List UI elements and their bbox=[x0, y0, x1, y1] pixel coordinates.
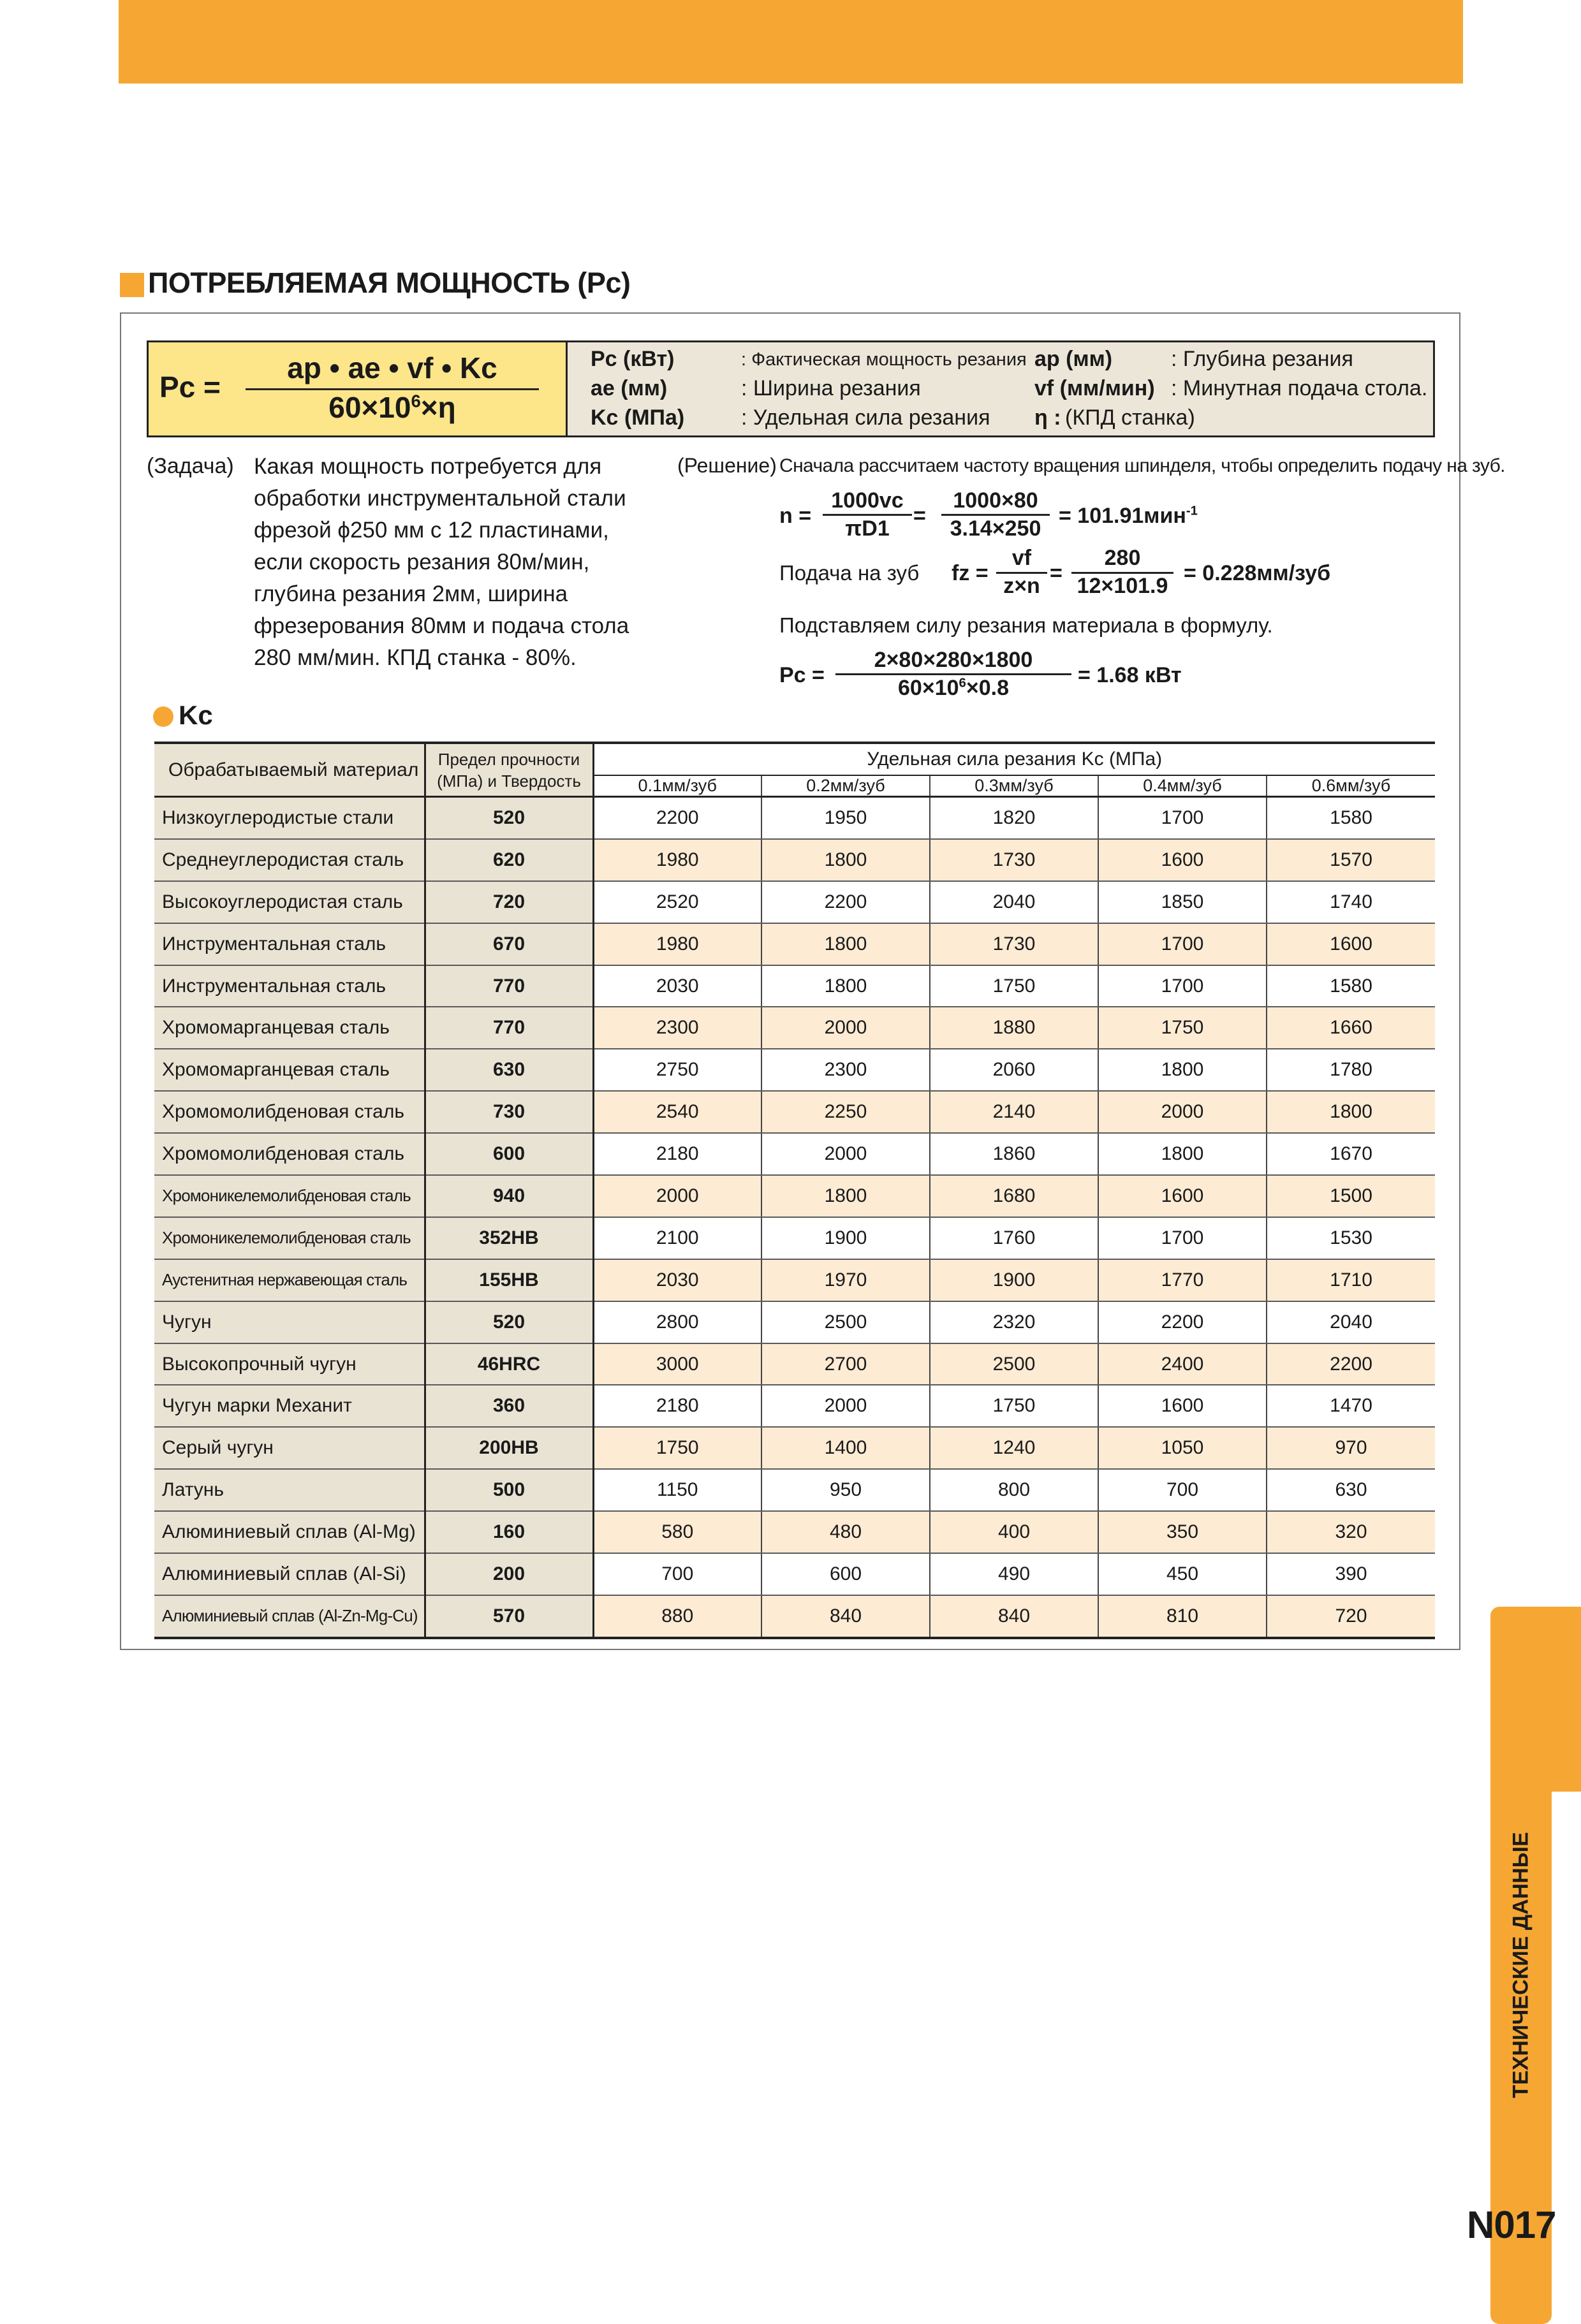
strength-cell: 155HB bbox=[425, 1259, 593, 1301]
strength-cell: 200HB bbox=[425, 1427, 593, 1469]
legend-desc: : Ширина резания bbox=[741, 376, 921, 400]
legend-desc: : Минутная подача стола. bbox=[1171, 376, 1428, 400]
n-lhs: n = bbox=[779, 504, 812, 528]
kc-value-cell: 1760 bbox=[930, 1217, 1098, 1259]
kc-value-cell: 2300 bbox=[761, 1049, 930, 1091]
task-text-line: фрезой ϕ250 мм с 12 пластинами, bbox=[254, 518, 609, 543]
kc-value-cell: 2200 bbox=[1267, 1343, 1435, 1385]
task-text-line: если скорость резания 80м/мин, bbox=[254, 550, 590, 574]
kc-value-cell: 2000 bbox=[593, 1175, 761, 1217]
strength-cell: 600 bbox=[425, 1133, 593, 1175]
kc-value-cell: 1500 bbox=[1267, 1175, 1435, 1217]
material-cell: Аустенитная нержавеющая сталь bbox=[154, 1259, 425, 1301]
kc-value-cell: 1600 bbox=[1098, 1175, 1267, 1217]
kc-value-cell: 2000 bbox=[1098, 1091, 1267, 1133]
n-fraction-line-1 bbox=[823, 514, 912, 516]
kc-value-cell: 800 bbox=[930, 1469, 1098, 1511]
kc-bullet-icon bbox=[153, 706, 173, 727]
kc-value-cell: 840 bbox=[761, 1595, 930, 1638]
fz-numerator-1: vf bbox=[1011, 546, 1032, 570]
legend-desc: (КПД станка) bbox=[1065, 406, 1195, 430]
kc-value-cell: 2030 bbox=[593, 1259, 761, 1301]
table-row bbox=[154, 1091, 1435, 1133]
kc-label: Kc bbox=[179, 700, 213, 730]
strength-cell: 720 bbox=[425, 881, 593, 923]
strength-cell: 360 bbox=[425, 1385, 593, 1427]
fz-numerator-2: 280 bbox=[1104, 546, 1141, 570]
pc-numerator: 2×80×280×1800 bbox=[874, 648, 1033, 672]
legend-key: ap (мм) bbox=[1034, 347, 1113, 371]
material-cell: Хромомолибденовая сталь bbox=[154, 1133, 425, 1175]
kc-value-cell: 2520 bbox=[593, 881, 761, 923]
kc-value-cell: 350 bbox=[1098, 1511, 1267, 1553]
kc-value-cell: 700 bbox=[1098, 1469, 1267, 1511]
kc-value-cell: 2300 bbox=[593, 1007, 761, 1049]
table-row bbox=[154, 1175, 1435, 1217]
strength-cell: 770 bbox=[425, 965, 593, 1007]
strength-cell: 160 bbox=[425, 1511, 593, 1553]
kc-value-cell: 480 bbox=[761, 1511, 930, 1553]
kc-value-cell: 2040 bbox=[1267, 1301, 1435, 1343]
material-cell: Латунь bbox=[154, 1469, 425, 1511]
n-equals: = bbox=[913, 504, 926, 528]
kc-value-cell: 1880 bbox=[930, 1007, 1098, 1049]
kc-value-cell: 700 bbox=[593, 1553, 761, 1595]
solution-intro: Сначала рассчитаем частоту вращения шпинделя, чтобы определить подачу на зуб. bbox=[779, 455, 1505, 476]
legend-desc: : Глубина резания bbox=[1171, 347, 1353, 371]
kc-value-cell: 1730 bbox=[930, 839, 1098, 881]
kc-value-cell: 1750 bbox=[593, 1427, 761, 1469]
kc-value-cell: 390 bbox=[1267, 1553, 1435, 1595]
kc-value-cell: 400 bbox=[930, 1511, 1098, 1553]
kc-value-cell: 580 bbox=[593, 1511, 761, 1553]
kc-value-cell: 1800 bbox=[761, 1175, 930, 1217]
kc-value-cell: 950 bbox=[761, 1469, 930, 1511]
kc-value-cell: 1770 bbox=[1098, 1259, 1267, 1301]
table-row bbox=[154, 839, 1435, 881]
fz-denominator-2: 12×101.9 bbox=[1077, 574, 1168, 598]
kc-value-cell: 1800 bbox=[761, 839, 930, 881]
legend-key: ae (мм) bbox=[591, 376, 668, 400]
kc-value-cell: 2140 bbox=[930, 1091, 1098, 1133]
material-cell: Хромомолибденовая сталь bbox=[154, 1091, 425, 1133]
strength-cell: 620 bbox=[425, 839, 593, 881]
material-cell: Высокопрочный чугун bbox=[154, 1343, 425, 1385]
kc-value-cell: 970 bbox=[1267, 1427, 1435, 1469]
kc-value-cell: 2200 bbox=[761, 881, 930, 923]
kc-table bbox=[154, 742, 1435, 1639]
legend-key: Pc (кВт) bbox=[591, 347, 675, 371]
material-cell: Хромомарганцевая сталь bbox=[154, 1007, 425, 1049]
kc-value-cell: 2100 bbox=[593, 1217, 761, 1259]
kc-value-cell: 2540 bbox=[593, 1091, 761, 1133]
kc-value-cell: 1860 bbox=[930, 1133, 1098, 1175]
kc-value-cell: 2400 bbox=[1098, 1343, 1267, 1385]
top-accent-bar bbox=[119, 0, 1463, 84]
substitute-text: Подставляем силу резания материала в формулу. bbox=[779, 613, 1273, 637]
formula-denominator: $60\times 10^6\times\eta$ bbox=[328, 391, 456, 424]
fz-denominator-1: z×n bbox=[1003, 574, 1040, 598]
table-row bbox=[154, 1007, 1435, 1049]
solution-label: (Решение) bbox=[677, 454, 777, 477]
table-row bbox=[154, 965, 1435, 1007]
kc-value-cell: 840 bbox=[930, 1595, 1098, 1638]
material-cell: Алюминиевый сплав (Al-Zn-Mg-Cu) bbox=[154, 1595, 425, 1638]
kc-value-cell: 1680 bbox=[930, 1175, 1098, 1217]
material-cell: Среднеуглеродистая сталь bbox=[154, 839, 425, 881]
kc-value-cell: 1820 bbox=[930, 797, 1098, 839]
kc-value-cell: 1600 bbox=[1098, 1385, 1267, 1427]
formula-numerator: ap • ae • vf • Kc bbox=[287, 351, 497, 384]
kc-value-cell: 2800 bbox=[593, 1301, 761, 1343]
kc-value-cell: 1670 bbox=[1267, 1133, 1435, 1175]
pc-fraction-line bbox=[835, 673, 1071, 675]
n-numerator-2: 1000×80 bbox=[953, 488, 1038, 513]
kc-value-cell: 1600 bbox=[1267, 923, 1435, 965]
section-marker-icon bbox=[120, 273, 144, 297]
kc-value-cell: 1570 bbox=[1267, 839, 1435, 881]
kc-value-cell: 450 bbox=[1098, 1553, 1267, 1595]
material-cell: Алюминиевый сплав (Al-Mg) bbox=[154, 1511, 425, 1553]
kc-value-cell: 600 bbox=[761, 1553, 930, 1595]
material-cell: Серый чугун bbox=[154, 1427, 425, 1469]
header-material: Обрабатываемый материал bbox=[154, 743, 425, 797]
kc-value-cell: 1740 bbox=[1267, 881, 1435, 923]
strength-cell: 940 bbox=[425, 1175, 593, 1217]
kc-value-cell: 2750 bbox=[593, 1049, 761, 1091]
kc-value-cell: 1150 bbox=[593, 1469, 761, 1511]
strength-cell: 46HRC bbox=[425, 1343, 593, 1385]
kc-value-cell: 1800 bbox=[1098, 1049, 1267, 1091]
strength-cell: 730 bbox=[425, 1091, 593, 1133]
kc-value-cell: 2000 bbox=[761, 1385, 930, 1427]
strength-cell: 520 bbox=[425, 1301, 593, 1343]
kc-value-cell: 1240 bbox=[930, 1427, 1098, 1469]
n-denominator-1: πD1 bbox=[845, 516, 890, 541]
table-row bbox=[154, 797, 1435, 839]
feed-per-tooth-label: Подача на зуб bbox=[779, 561, 920, 585]
n-numerator-1: 1000vc bbox=[831, 488, 904, 513]
kc-value-cell: 1780 bbox=[1267, 1049, 1435, 1091]
header-feed: 0.3мм/зуб bbox=[930, 775, 1098, 797]
material-cell: Хромомарганцевая сталь bbox=[154, 1049, 425, 1091]
table-row bbox=[154, 1385, 1435, 1427]
table-row bbox=[154, 1301, 1435, 1343]
material-cell: Чугун bbox=[154, 1301, 425, 1343]
kc-value-cell: 1700 bbox=[1098, 1217, 1267, 1259]
kc-value-cell: 2030 bbox=[593, 965, 761, 1007]
kc-value-cell: 1900 bbox=[930, 1259, 1098, 1301]
kc-value-cell: 2000 bbox=[761, 1007, 930, 1049]
strength-cell: 352HB bbox=[425, 1217, 593, 1259]
kc-value-cell: 2500 bbox=[930, 1343, 1098, 1385]
kc-value-cell: 1700 bbox=[1098, 923, 1267, 965]
kc-value-cell: 1750 bbox=[1098, 1007, 1267, 1049]
kc-value-cell: 1400 bbox=[761, 1427, 930, 1469]
kc-value-cell: 1900 bbox=[761, 1217, 930, 1259]
kc-value-cell: 1600 bbox=[1098, 839, 1267, 881]
header-feed: 0.6мм/зуб bbox=[1267, 775, 1435, 797]
kc-value-cell: 1580 bbox=[1267, 797, 1435, 839]
kc-value-cell: 2320 bbox=[930, 1301, 1098, 1343]
strength-cell: 570 bbox=[425, 1595, 593, 1638]
n-fraction-line-2 bbox=[941, 514, 1050, 516]
legend-desc: : Удельная сила резания bbox=[741, 406, 990, 430]
legend-key: Kc (МПа) bbox=[591, 406, 685, 430]
kc-value-cell: 1750 bbox=[930, 965, 1098, 1007]
task-text-line: глубина резания 2мм, ширина bbox=[254, 581, 568, 606]
kc-value-cell: 1050 bbox=[1098, 1427, 1267, 1469]
material-cell: Чугун марки Механит bbox=[154, 1385, 425, 1427]
table-row bbox=[154, 1595, 1435, 1638]
table-row bbox=[154, 1343, 1435, 1385]
fz-equals: = bbox=[1050, 561, 1063, 585]
kc-value-cell: 1800 bbox=[761, 923, 930, 965]
table-row bbox=[154, 1427, 1435, 1469]
header-feed: 0.1мм/зуб bbox=[593, 775, 761, 797]
kc-value-cell: 1980 bbox=[593, 839, 761, 881]
table-row bbox=[154, 1217, 1435, 1259]
kc-value-cell: 2200 bbox=[593, 797, 761, 839]
material-cell: Инструментальная сталь bbox=[154, 965, 425, 1007]
kc-value-cell: 2180 bbox=[593, 1133, 761, 1175]
kc-value-cell: 2700 bbox=[761, 1343, 930, 1385]
pc-denominator: $60\times 10^6\times 0.8$ bbox=[898, 676, 1009, 700]
n-denominator-2: 3.14×250 bbox=[950, 516, 1041, 541]
material-cell: Хромоникелемолибденовая сталь bbox=[154, 1217, 425, 1259]
pc-lhs: Pc = bbox=[779, 663, 825, 687]
kc-value-cell: 2040 bbox=[930, 881, 1098, 923]
kc-value-cell: 490 bbox=[930, 1553, 1098, 1595]
kc-value-cell: 1530 bbox=[1267, 1217, 1435, 1259]
legend-key: η : bbox=[1034, 406, 1061, 430]
kc-value-cell: 2060 bbox=[930, 1049, 1098, 1091]
material-cell: Низкоуглеродистые стали bbox=[154, 797, 425, 839]
header-feed: 0.2мм/зуб bbox=[761, 775, 930, 797]
table-row bbox=[154, 1259, 1435, 1301]
fz-lhs: fz = bbox=[952, 561, 989, 585]
task-text-line: фрезерования 80мм и подача стола bbox=[254, 613, 629, 638]
page-number: N017 bbox=[1467, 2203, 1556, 2246]
kc-value-cell: 1660 bbox=[1267, 1007, 1435, 1049]
kc-value-cell: 1800 bbox=[761, 965, 930, 1007]
table-row bbox=[154, 1511, 1435, 1553]
strength-cell: 770 bbox=[425, 1007, 593, 1049]
header-strength: Предел прочности (МПа) и Твердость bbox=[425, 743, 593, 797]
table-row bbox=[154, 881, 1435, 923]
strength-cell: 200 bbox=[425, 1553, 593, 1595]
header-feed: 0.4мм/зуб bbox=[1098, 775, 1267, 797]
kc-value-cell: 2250 bbox=[761, 1091, 930, 1133]
side-tab-label: ТЕХНИЧЕСКИЕ ДАННЫЕ bbox=[1508, 1832, 1533, 2098]
kc-value-cell: 2200 bbox=[1098, 1301, 1267, 1343]
table-row bbox=[154, 1553, 1435, 1595]
kc-value-cell: 2500 bbox=[761, 1301, 930, 1343]
strength-cell: 500 bbox=[425, 1469, 593, 1511]
task-text-line: обработки инструментальной стали bbox=[254, 486, 626, 511]
table-row bbox=[154, 923, 1435, 965]
kc-value-cell: 1800 bbox=[1098, 1133, 1267, 1175]
kc-value-cell: 630 bbox=[1267, 1469, 1435, 1511]
task-text-line: Какая мощность потребуется для bbox=[254, 454, 602, 479]
kc-value-cell: 3000 bbox=[593, 1343, 761, 1385]
material-cell: Высокоуглеродистая сталь bbox=[154, 881, 425, 923]
strength-cell: 630 bbox=[425, 1049, 593, 1091]
strength-cell: 670 bbox=[425, 923, 593, 965]
kc-value-cell: 1800 bbox=[1267, 1091, 1435, 1133]
material-cell: Инструментальная сталь bbox=[154, 923, 425, 965]
kc-value-cell: 1950 bbox=[761, 797, 930, 839]
kc-value-cell: 1750 bbox=[930, 1385, 1098, 1427]
kc-table-body bbox=[154, 797, 1435, 1638]
pc-result: = 1.68 кВт bbox=[1078, 663, 1182, 687]
task-text-line: 280 мм/мин. КПД станка - 80%. bbox=[254, 645, 577, 670]
kc-value-cell: 1470 bbox=[1267, 1385, 1435, 1427]
kc-value-cell: 1580 bbox=[1267, 965, 1435, 1007]
formula-lhs: Pc = bbox=[159, 370, 221, 404]
n-result: = 101.91мин$^{-1}$ bbox=[1059, 504, 1198, 528]
fz-result: = 0.228мм/зуб bbox=[1184, 561, 1331, 585]
kc-value-cell: 2180 bbox=[593, 1385, 761, 1427]
kc-value-cell: 1700 bbox=[1098, 797, 1267, 839]
kc-value-cell: 1970 bbox=[761, 1259, 930, 1301]
section-title: ПОТРЕБЛЯЕМАЯ МОЩНОСТЬ (Pc) bbox=[148, 267, 631, 299]
kc-value-cell: 320 bbox=[1267, 1511, 1435, 1553]
strength-cell: 520 bbox=[425, 797, 593, 839]
kc-value-cell: 1700 bbox=[1098, 965, 1267, 1007]
kc-value-cell: 810 bbox=[1098, 1595, 1267, 1638]
material-cell: Хромоникелемолибденовая сталь bbox=[154, 1175, 425, 1217]
table-row bbox=[154, 1469, 1435, 1511]
task-label: (Задача) bbox=[147, 454, 234, 478]
table-row bbox=[154, 1049, 1435, 1091]
kc-value-cell: 720 bbox=[1267, 1595, 1435, 1638]
kc-value-cell: 1710 bbox=[1267, 1259, 1435, 1301]
header-specific-cutting-force: Удельная сила резания Kc (МПа) bbox=[593, 743, 1435, 775]
table-row bbox=[154, 1133, 1435, 1175]
kc-value-cell: 1980 bbox=[593, 923, 761, 965]
legend-desc: : Фактическая мощность резания bbox=[741, 349, 1027, 370]
material-cell: Алюминиевый сплав (Al-Si) bbox=[154, 1553, 425, 1595]
kc-value-cell: 1850 bbox=[1098, 881, 1267, 923]
kc-value-cell: 1730 bbox=[930, 923, 1098, 965]
kc-value-cell: 880 bbox=[593, 1595, 761, 1638]
kc-value-cell: 2000 bbox=[761, 1133, 930, 1175]
legend-key: vf (мм/мин) bbox=[1034, 376, 1155, 400]
